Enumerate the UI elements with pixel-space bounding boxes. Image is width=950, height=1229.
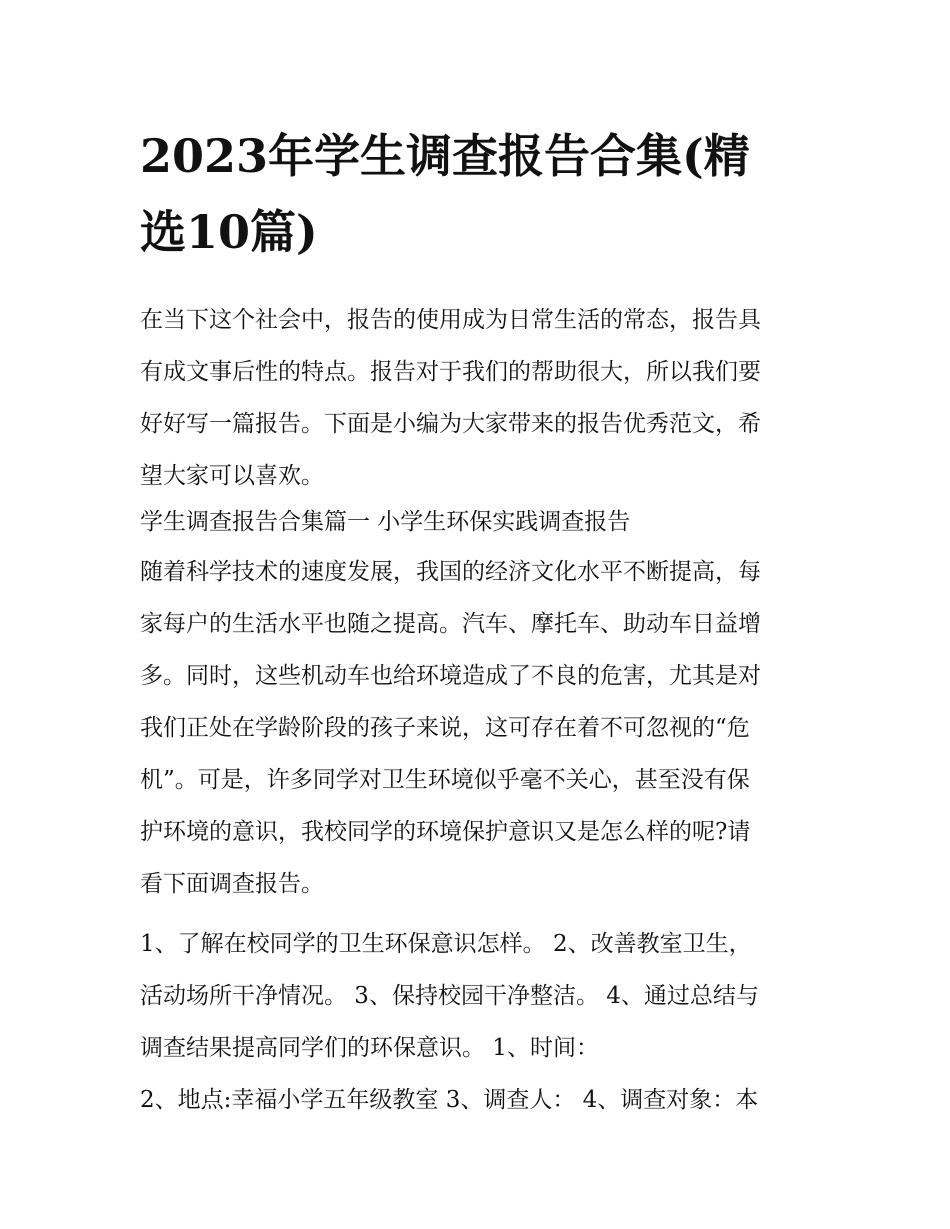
- title-line-1: 2023年学生调查报告合集(精: [140, 129, 750, 183]
- paragraph-line: 随着科学技术的速度发展，我国的经济文化水平不断提高，每: [140, 559, 761, 585]
- survey-details-line: 2、地点:幸福小学五年级教室 3、调查人： 4、调查对象：本: [140, 1087, 759, 1113]
- paragraph-line: 家每户的生活水平也随之提高。汽车、摩托车、助动车日益增: [140, 611, 761, 637]
- paragraph-line: 看下面调查报告。: [140, 871, 324, 897]
- intro-line: 望大家可以喜欢。: [140, 463, 324, 489]
- intro-line: 在当下这个社会中，报告的使用成为日常生活的常态，报告具: [140, 307, 761, 333]
- section-paragraph: [140, 546, 812, 910]
- intro-line: 好好写一篇报告。下面是小编为大家带来的报告优秀范文，希: [140, 411, 761, 437]
- intro-line: 有成文事后性的特点。报告对于我们的帮助很大，所以我们要: [140, 359, 761, 385]
- paragraph-line: 多。同时，这些机动车也给环境造成了不良的危害，尤其是对: [140, 663, 761, 689]
- intro-paragraph: [140, 294, 812, 502]
- paragraph-line: 我们正处在学龄阶段的孩子来说，这可存在着不可忽视的“危: [140, 715, 750, 741]
- document-title: [140, 118, 812, 270]
- list-line: 1、了解在校同学的卫生环保意识怎样。 2、改善教室卫生，: [140, 931, 752, 957]
- list-line: 调查结果提高同学们的环保意识。 1、时间：: [140, 1035, 599, 1061]
- title-line-2: 选10篇): [140, 205, 318, 259]
- objectives-list: [140, 918, 812, 1074]
- paragraph-line: 机”。可是，许多同学对卫生环境似乎毫不关心，甚至没有保: [140, 767, 750, 793]
- list-line: 活动场所干净情况。 3、保持校园干净整洁。 4、通过总结与: [140, 983, 759, 1009]
- section-heading: 学生调查报告合集篇一 小学生环保实践调查报告: [140, 509, 631, 535]
- paragraph-line: 护环境的意识，我校同学的环境保护意识又是怎么样的呢?请: [140, 819, 751, 845]
